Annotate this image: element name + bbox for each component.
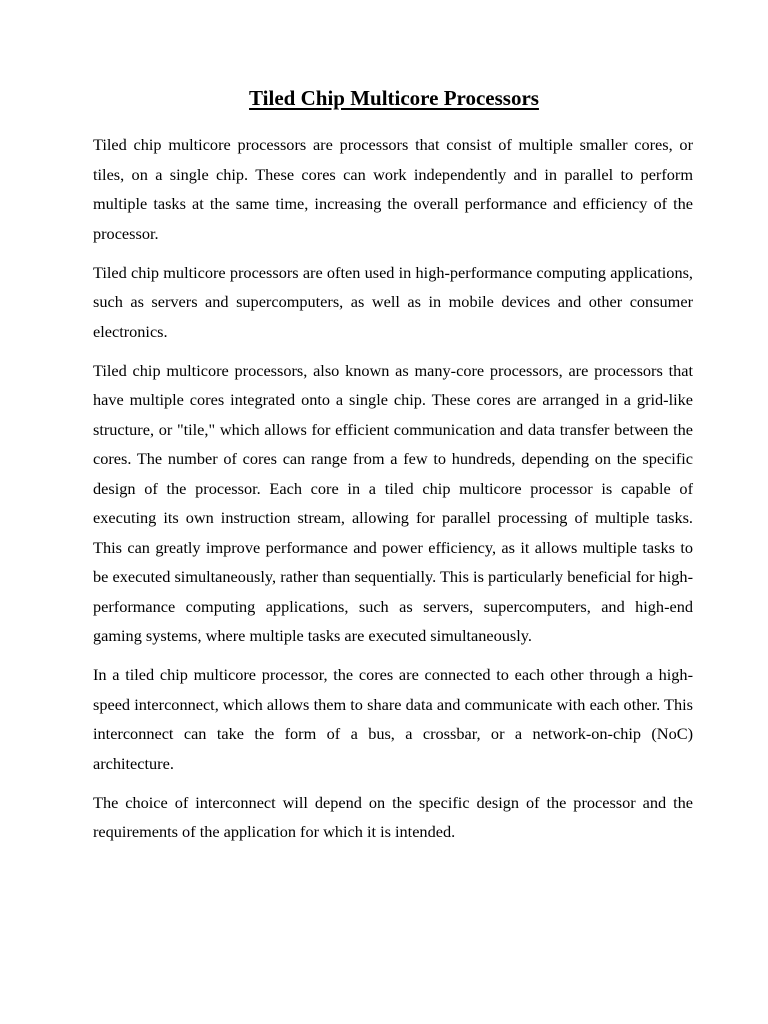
document-title: Tiled Chip Multicore Processors (249, 86, 539, 110)
paragraph-applications: Tiled chip multicore processors are often used in high-performance computing applications, such as servers and supercomputers, as well as in mobile devices and other consumer electronics. (93, 262, 693, 341)
paragraph-many-core: Tiled chip multicore processors, also known as many-core processors, are processors that have multiple cores integrated onto a single chip. These cores are arranged in a grid-like structure, or "tile," which allows for efficient communication and data transfer between the cores. The number of cores can range from a few to hundreds, depending on the specific design of the processor. Each core in a tiled chip multicore processor is capable of executing its own instruction stream, allowing for parallel processing of multiple tasks. This can greatly improve performance and power efficiency, as it allows multiple tasks to be executed simultaneously, rather than sequentially. This is particularly beneficial for high-performance computing applications, such as servers, supercomputers, and high-end gaming systems, where multiple tasks are executed simultaneously. (93, 360, 693, 645)
paragraph-interconnect-choice: The choice of interconnect will depend on the specific design of the processor and the requirements of the application for which it is intended. (93, 792, 693, 841)
document-body (93, 130, 693, 856)
paragraph-intro: Tiled chip multicore processors are processors that consist of multiple smaller cores, or tiles, on a single chip. These cores can work independently and in parallel to perform multiple tasks at the same time, increasing the overall performance and efficiency of the processor. (93, 135, 693, 243)
paragraph-interconnect: In a tiled chip multicore processor, the cores are connected to each other through a high-speed interconnect, which allows them to share data and communicate with each other. This interconnect can take the form of a bus, a crossbar, or a network-on-chip (NoC) architecture. (93, 665, 693, 773)
